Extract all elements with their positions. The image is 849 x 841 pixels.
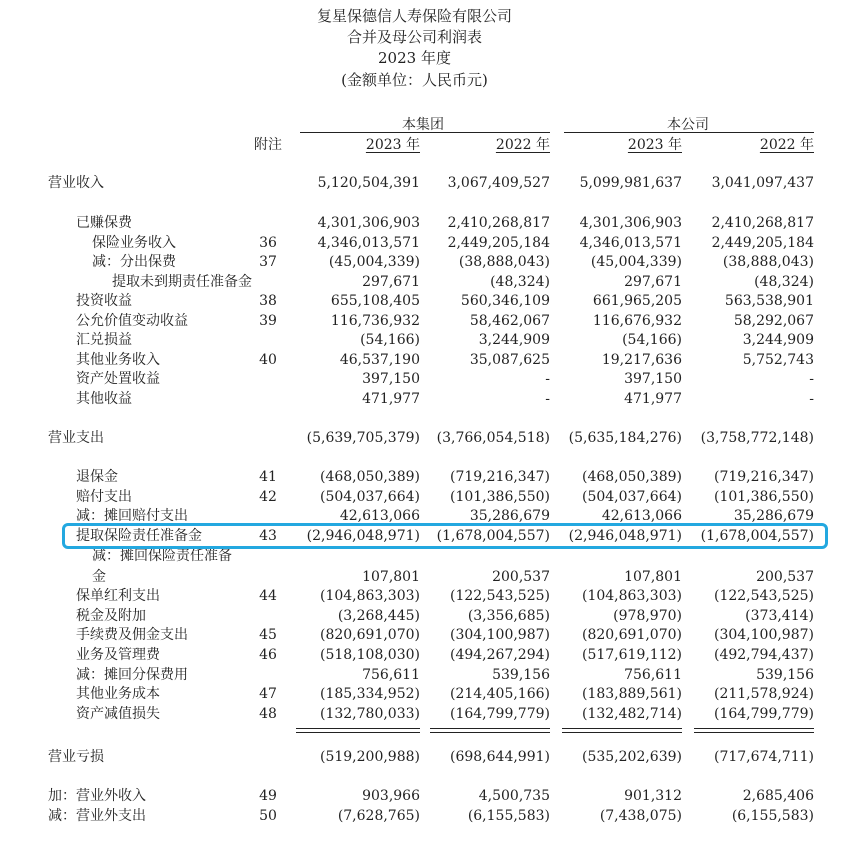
- total-double-rule: [296, 728, 420, 733]
- row-value: (468,050,389): [582, 469, 682, 485]
- row-value: (717,674,711): [714, 749, 814, 765]
- row-value: (6,155,583): [731, 808, 814, 824]
- row-value: (104,863,303): [320, 588, 420, 604]
- row-value: 58,292,067: [733, 313, 814, 329]
- row-value: 563,538,901: [724, 293, 814, 309]
- row-label: 保险业务收入: [92, 235, 176, 251]
- row-value: 661,965,205: [592, 293, 682, 309]
- table-row: [0, 747, 849, 767]
- currency-unit: (金额单位：人民币元): [341, 71, 488, 89]
- row-value: (373,414): [745, 608, 814, 624]
- group-header: 本集团: [402, 117, 444, 133]
- row-label: 退保金: [76, 469, 118, 485]
- row-note: 46: [259, 647, 277, 663]
- row-value: (164,799,779): [714, 706, 814, 722]
- row-value: -: [809, 391, 814, 407]
- row-value: (519,200,988): [320, 749, 420, 765]
- company-rule: [564, 132, 814, 133]
- row-value: (45,004,339): [328, 254, 420, 270]
- row-value: 46,537,190: [339, 352, 420, 368]
- row-value: (304,100,987): [450, 627, 550, 643]
- row-note: 50: [259, 808, 277, 824]
- table-row: [0, 389, 849, 409]
- row-value: (3,766,054,518): [436, 430, 550, 446]
- row-label: 减：摊回赔付支出: [76, 508, 188, 524]
- table-row: [0, 428, 849, 448]
- row-value: (504,037,664): [582, 489, 682, 505]
- row-label: 其他收益: [76, 391, 132, 407]
- row-value: -: [809, 371, 814, 387]
- row-value: (1,678,004,557): [700, 528, 814, 544]
- row-note: 42: [259, 489, 277, 505]
- table-row: [0, 586, 849, 606]
- row-value: (38,888,043): [458, 254, 550, 270]
- row-value: (38,888,043): [722, 254, 814, 270]
- row-value: 756,611: [624, 667, 682, 683]
- row-value: (3,758,772,148): [700, 430, 814, 446]
- table-row: [0, 291, 849, 311]
- row-value: (211,578,924): [714, 686, 814, 702]
- row-value: (2,946,048,971): [306, 528, 420, 544]
- note-header: 附注: [254, 137, 282, 153]
- table-row: [0, 606, 849, 626]
- row-label: 提取未到期责任准备金: [112, 274, 252, 290]
- row-value: 5,120,504,391: [317, 175, 420, 191]
- row-value: (214,405,166): [450, 686, 550, 702]
- row-value: 4,500,735: [478, 788, 550, 804]
- table-row: [0, 233, 849, 253]
- row-value: 3,244,909: [478, 332, 550, 348]
- row-note: 39: [259, 313, 277, 329]
- row-note: 49: [259, 788, 277, 804]
- row-value: (518,108,030): [320, 647, 420, 663]
- row-value: 397,150: [362, 371, 420, 387]
- row-value: 539,156: [756, 667, 814, 683]
- row-label: 已赚保费: [76, 215, 132, 231]
- row-value: (468,050,389): [320, 469, 420, 485]
- row-label: 业务及管理费: [76, 647, 160, 663]
- row-note: 47: [259, 686, 277, 702]
- year-header-group-2022: 2022 年: [495, 137, 550, 153]
- row-value: 2,410,268,817: [711, 215, 814, 231]
- row-value: (104,863,303): [582, 588, 682, 604]
- row-note: 40: [259, 352, 277, 368]
- table-row: [0, 625, 849, 645]
- row-label: 减：摊回分保费用: [76, 667, 188, 683]
- row-value: (504,037,664): [320, 489, 420, 505]
- row-value: (820,691,070): [320, 627, 420, 643]
- row-value: 58,462,067: [469, 313, 550, 329]
- row-value: 42,613,066: [339, 508, 420, 524]
- row-value: 5,099,981,637: [579, 175, 682, 191]
- row-value: -: [545, 391, 550, 407]
- row-label: 税金及附加: [76, 608, 146, 624]
- row-value: 471,977: [362, 391, 420, 407]
- row-note: 44: [259, 588, 277, 604]
- row-value: 116,676,932: [592, 313, 682, 329]
- row-value: 3,067,409,527: [447, 175, 550, 191]
- table-row: [0, 684, 849, 704]
- table-row: [0, 786, 849, 806]
- row-note: 37: [259, 254, 277, 270]
- statement-year: 2023 年度: [378, 49, 451, 67]
- row-label: 金: [92, 569, 106, 585]
- statement-name: 合并及母公司利润表: [346, 28, 482, 46]
- table-row: [0, 213, 849, 233]
- total-double-rule: [430, 728, 550, 733]
- row-note: 41: [259, 469, 277, 485]
- row-value: (132,482,714): [582, 706, 682, 722]
- row-value: (185,334,952): [320, 686, 420, 702]
- row-label: 其他业务收入: [76, 352, 160, 368]
- row-value: (7,438,075): [599, 808, 682, 824]
- row-value: 116,736,932: [330, 313, 420, 329]
- row-label: 营业支出: [48, 430, 104, 446]
- row-value: (164,799,779): [450, 706, 550, 722]
- table-row: [0, 567, 849, 587]
- row-label: 保单红利支出: [76, 588, 160, 604]
- row-value: 903,966: [362, 788, 420, 804]
- table-row: [0, 806, 849, 826]
- row-value: (183,889,561): [582, 686, 682, 702]
- table-row: [0, 369, 849, 389]
- row-value: 655,108,405: [330, 293, 420, 309]
- table-row: [0, 272, 849, 292]
- table-row: [0, 546, 849, 566]
- row-value: 4,301,306,903: [579, 215, 682, 231]
- row-label: 资产处置收益: [76, 371, 160, 387]
- row-value: 2,449,205,184: [447, 235, 550, 251]
- table-row: [0, 311, 849, 331]
- row-value: 107,801: [624, 569, 682, 585]
- row-label: 减：分出保费: [92, 254, 176, 270]
- table-row: [0, 330, 849, 350]
- row-value: 35,087,625: [469, 352, 550, 368]
- table-row: [0, 173, 849, 193]
- row-value: 756,611: [362, 667, 420, 683]
- row-value: (54,166): [622, 332, 682, 348]
- table-row: [0, 487, 849, 507]
- row-value: (48,324): [754, 274, 814, 290]
- company-header: 本公司: [667, 117, 709, 133]
- row-value: 4,301,306,903: [317, 215, 420, 231]
- row-value: (494,267,294): [450, 647, 550, 663]
- row-value: (719,216,347): [714, 469, 814, 485]
- row-label: 手续费及佣金支出: [76, 627, 188, 643]
- row-value: 200,537: [492, 569, 550, 585]
- row-value: (698,644,991): [450, 749, 550, 765]
- row-label: 公允价值变动收益: [76, 313, 188, 329]
- row-value: 397,150: [624, 371, 682, 387]
- row-value: 901,312: [624, 788, 682, 804]
- row-value: 107,801: [362, 569, 420, 585]
- table-row: [0, 252, 849, 272]
- row-note: 48: [259, 706, 277, 722]
- row-value: 2,685,406: [742, 788, 814, 804]
- row-value: (122,543,525): [450, 588, 550, 604]
- row-value: (122,543,525): [714, 588, 814, 604]
- row-value: 19,217,636: [601, 352, 682, 368]
- row-label: 汇兑损益: [76, 332, 132, 348]
- row-value: (3,356,685): [467, 608, 550, 624]
- row-value: (132,780,033): [320, 706, 420, 722]
- row-note: 45: [259, 627, 277, 643]
- table-row: [0, 467, 849, 487]
- row-value: (1,678,004,557): [436, 528, 550, 544]
- row-note: 43: [259, 528, 277, 544]
- highlight-box: [62, 523, 828, 549]
- year-header-group-2023: 2023 年: [365, 137, 420, 153]
- row-value: (5,639,705,379): [306, 430, 420, 446]
- group-rule: [300, 132, 550, 133]
- row-label: 营业亏损: [48, 749, 104, 765]
- row-value: 560,346,109: [460, 293, 550, 309]
- row-value: 3,244,909: [742, 332, 814, 348]
- table-row: [0, 704, 849, 724]
- row-value: (517,619,112): [582, 647, 682, 663]
- table-row: [0, 665, 849, 685]
- row-value: (3,268,445): [337, 608, 420, 624]
- row-value: 297,671: [624, 274, 682, 290]
- table-row: [0, 645, 849, 665]
- row-value: 4,346,013,571: [317, 235, 420, 251]
- row-value: (820,691,070): [582, 627, 682, 643]
- row-value: 471,977: [624, 391, 682, 407]
- total-double-rule: [562, 728, 682, 733]
- row-value: 539,156: [492, 667, 550, 683]
- year-header-company-2022: 2022 年: [759, 137, 814, 153]
- row-label: 减：摊回保险责任准备: [92, 548, 232, 564]
- row-label: 投资收益: [76, 293, 132, 309]
- row-value: -: [545, 371, 550, 387]
- row-note: 36: [259, 235, 277, 251]
- row-value: 2,449,205,184: [711, 235, 814, 251]
- row-label: 赔付支出: [76, 489, 132, 505]
- row-value: (719,216,347): [450, 469, 550, 485]
- total-double-rule: [694, 728, 814, 733]
- row-value: 42,613,066: [601, 508, 682, 524]
- row-value: 35,286,679: [469, 508, 550, 524]
- row-value: (304,100,987): [714, 627, 814, 643]
- row-value: 35,286,679: [733, 508, 814, 524]
- row-value: 297,671: [362, 274, 420, 290]
- year-header-company-2023: 2023 年: [627, 137, 682, 153]
- row-label: 营业收入: [48, 175, 104, 191]
- row-value: (5,635,184,276): [568, 430, 682, 446]
- row-value: 2,410,268,817: [447, 215, 550, 231]
- row-value: (45,004,339): [590, 254, 682, 270]
- row-value: (535,202,639): [582, 749, 682, 765]
- row-value: (54,166): [360, 332, 420, 348]
- table-row: [0, 350, 849, 370]
- row-value: (101,386,550): [450, 489, 550, 505]
- row-value: 5,752,743: [742, 352, 814, 368]
- row-value: (7,628,765): [337, 808, 420, 824]
- row-label: 资产减值损失: [76, 706, 160, 722]
- row-value: (978,970): [613, 608, 682, 624]
- row-value: (2,946,048,971): [568, 528, 682, 544]
- company-name: 复星保德信人寿保险有限公司: [316, 7, 512, 25]
- row-value: 3,041,097,437: [711, 175, 814, 191]
- row-value: 200,537: [756, 569, 814, 585]
- row-note: 38: [259, 293, 277, 309]
- row-value: (6,155,583): [467, 808, 550, 824]
- row-label: 加：营业外收入: [48, 788, 146, 804]
- row-value: (101,386,550): [714, 489, 814, 505]
- row-label: 其他业务成本: [76, 686, 160, 702]
- row-value: (492,794,437): [714, 647, 814, 663]
- row-label: 减：营业外支出: [48, 808, 146, 824]
- row-value: (48,324): [490, 274, 550, 290]
- row-value: 4,346,013,571: [579, 235, 682, 251]
- row-label: 提取保险责任准备金: [76, 528, 202, 544]
